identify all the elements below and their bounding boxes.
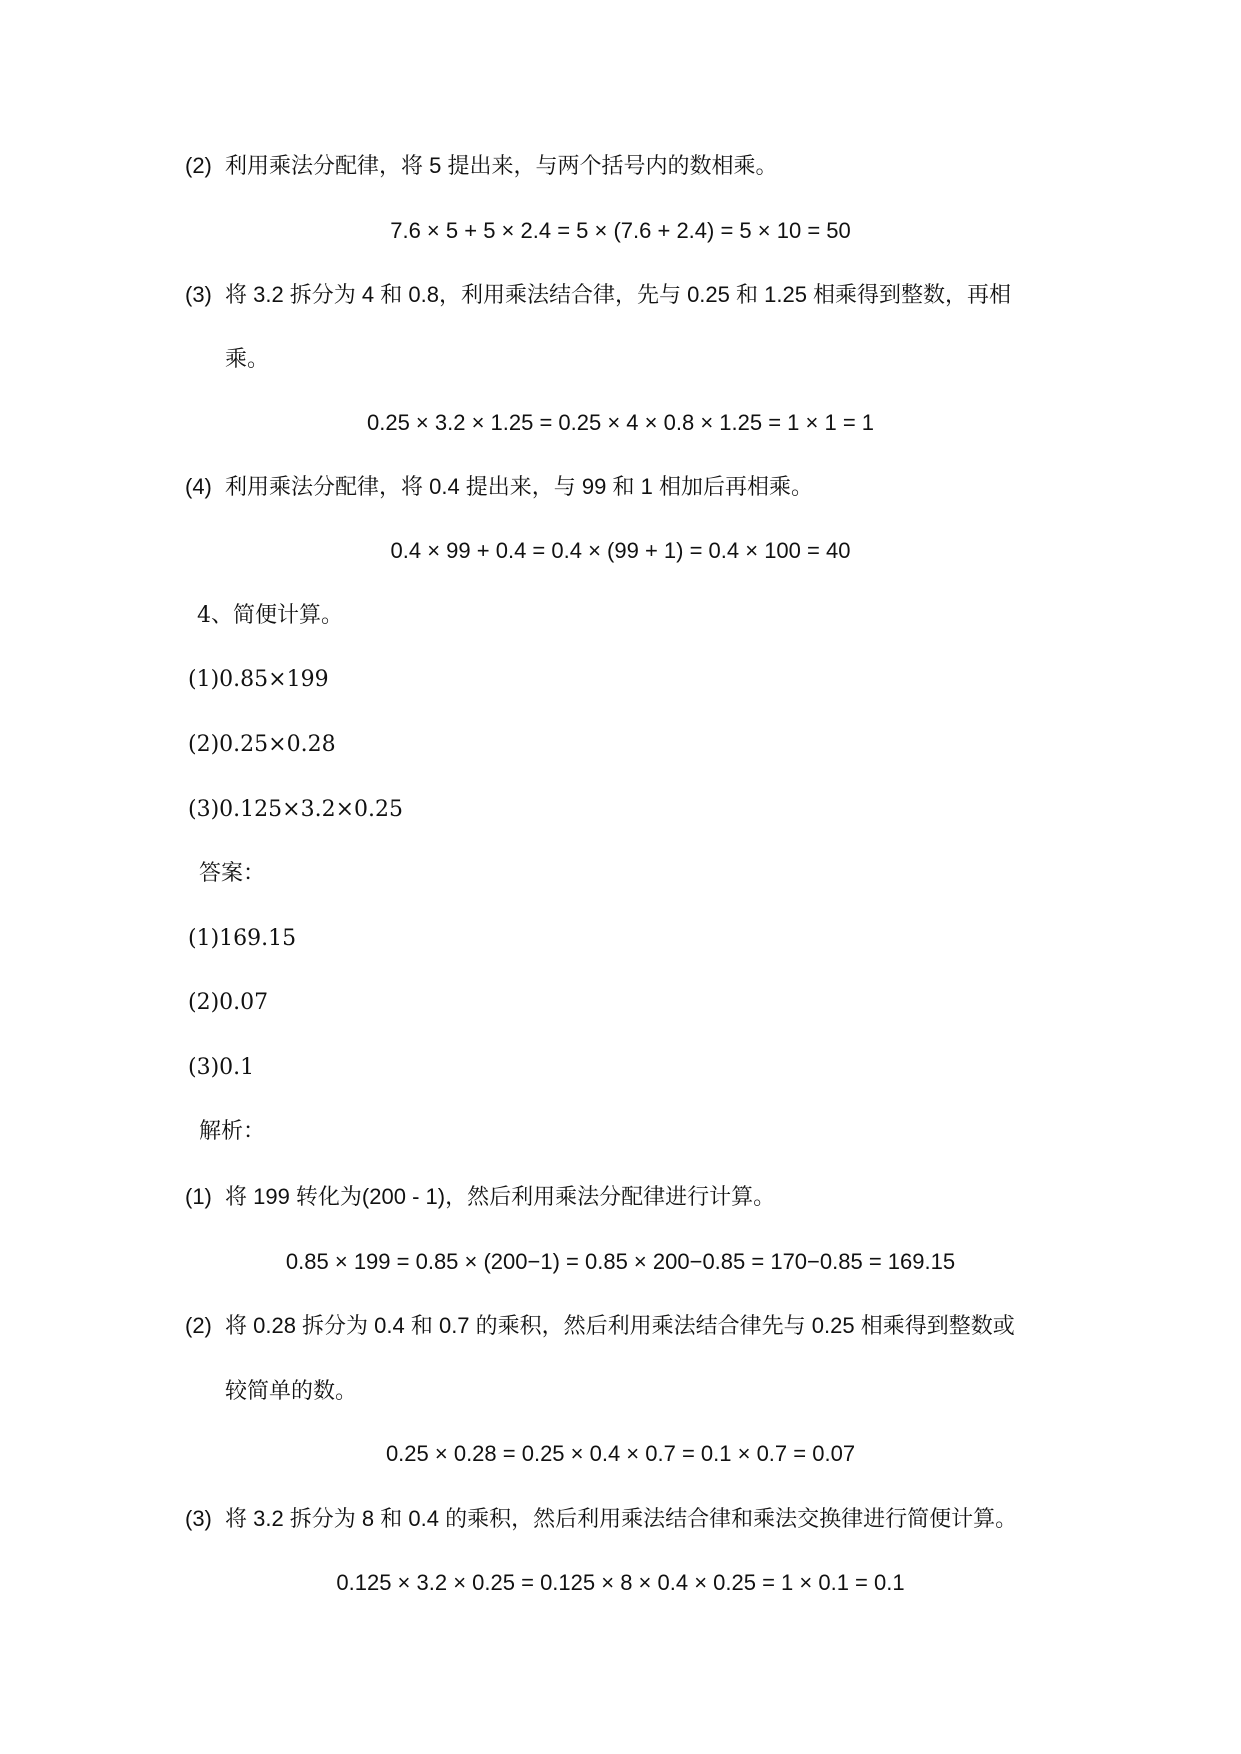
question-item: (3)0.125×3.2×0.25 [188,797,403,822]
analysis-item-1 [185,1186,775,1208]
analysis-item-2 [185,1315,1015,1337]
formula-line: 0.4 × 99 + 0.4 = 0.4 × (99 + 1) = 0.4 × 100 = 40 [390,538,851,563]
analysis-item-4 [185,476,813,498]
item-text-continued: 乘。 [225,346,270,371]
item-text: 利用乘法分配律，将 5 提出来，与两个括号内的数相乘。 [225,153,778,178]
item-number: (2) [185,153,212,178]
answer-item: (3)0.1 [188,1055,255,1080]
item-number: (3) [185,1506,212,1531]
formula-line: 0.25 × 0.28 = 0.25 × 0.4 × 0.7 = 0.1 × 0.7 = 0.07 [385,1441,856,1466]
item-text: 将 199 转化为(200 - 1)，然后利用乘法分配律进行计算。 [225,1184,776,1209]
item-text: 将 3.2 拆分为 8 和 0.4 的乘积，然后利用乘法结合律和乘法交换律进行简便计算。 [225,1506,1018,1531]
item-text: 利用乘法分配律，将 0.4 提出来，与 99 和 1 相加后再相乘。 [225,474,813,499]
item-number: (4) [185,474,212,499]
analysis-item-3 [185,1508,1017,1530]
item-text: 将 0.28 拆分为 0.4 和 0.7 的乘积，然后利用乘法结合律先与 0.25 相乘得到整数或 [225,1313,1015,1338]
analysis-label: 解析： [199,1119,266,1144]
formula-line: 0.25 × 3.2 × 1.25 = 0.25 × 4 × 0.8 × 1.25 = 1 × 1 = 1 [366,410,875,435]
item-text-continued: 较简单的数。 [225,1378,358,1403]
analysis-item-3 [185,284,1011,306]
item-number: (1) [185,1184,212,1209]
formula-line: 7.6 × 5 + 5 × 2.4 = 5 × (7.6 + 2.4) = 5 × 10 = 50 [390,218,851,243]
question-item: (1)0.85×199 [188,667,329,692]
answer-label: 答案： [199,861,266,886]
answer-item: (1)169.15 [188,926,297,951]
item-number: (2) [185,1313,212,1338]
item-text: 将 3.2 拆分为 4 和 0.8，利用乘法结合律，先与 0.25 和 1.25 相乘得到整数，再相 [225,282,1012,307]
analysis-item-2 [185,155,777,177]
question-heading: 4、简便计算。 [197,603,343,628]
formula-line: 0.125 × 3.2 × 0.25 = 0.125 × 8 × 0.4 × 0.25 = 1 × 0.1 = 0.1 [336,1570,905,1595]
formula-line: 0.85 × 199 = 0.85 × (200−1) = 0.85 × 200−0.85 = 170−0.85 = 169.15 [285,1249,956,1274]
answer-item: (2)0.07 [188,990,269,1015]
question-item: (2)0.25×0.28 [188,732,336,757]
item-number: (3) [185,282,212,307]
